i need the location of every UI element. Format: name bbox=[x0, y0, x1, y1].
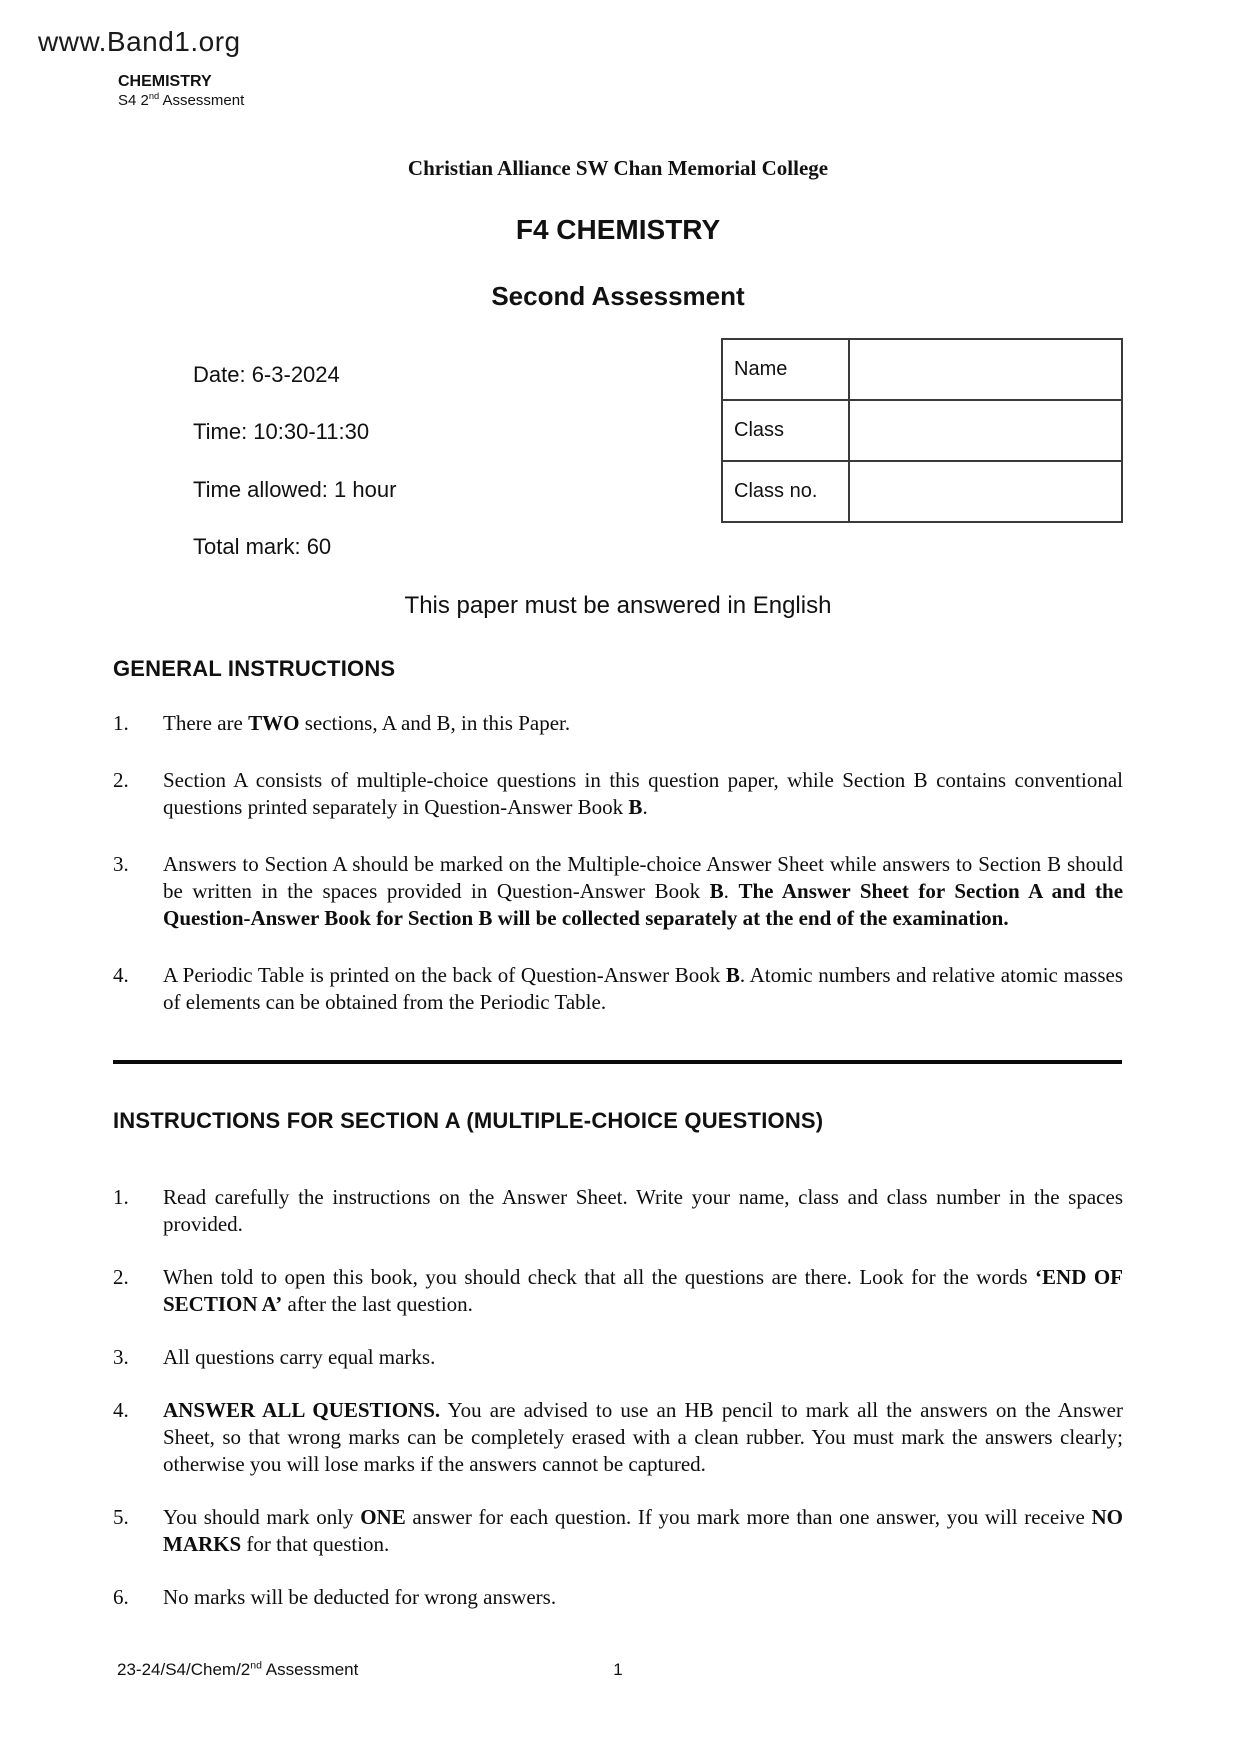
footer-page-number: 1 bbox=[613, 1660, 623, 1679]
school-name: Christian Alliance SW Chan Memorial College bbox=[407, 156, 829, 180]
item-text-run: No marks will be deducted for wrong answers. bbox=[163, 1585, 557, 1609]
section-a-instructions-list bbox=[113, 1184, 1123, 1611]
name-value-cell bbox=[849, 339, 1122, 400]
item-text-run: There are bbox=[163, 711, 249, 735]
list-item bbox=[113, 1344, 1123, 1371]
item-text bbox=[163, 710, 1123, 737]
list-item bbox=[113, 962, 1123, 1016]
table-row-class bbox=[722, 400, 1122, 461]
item-text bbox=[163, 767, 1123, 821]
item-text bbox=[163, 1264, 1123, 1318]
item-text-run: Read carefully the instructions on the Answer Sheet. Write your name, class and class number in the spaces provided. bbox=[163, 1185, 1123, 1236]
info-time-allowed: Time allowed: 1 hour bbox=[193, 477, 397, 502]
item-number: 1. bbox=[113, 1185, 129, 1209]
item-number: 3. bbox=[113, 1345, 129, 1369]
item-number: 2. bbox=[113, 1265, 129, 1289]
item-text-bold-run: B bbox=[725, 963, 740, 987]
item-text-bold-run: B bbox=[628, 795, 643, 819]
item-text-run: Answers to Section A should be marked on the Multiple-choice Answer Sheet while answers to Section B should be written in the spaces provided in Question-Answer Book bbox=[163, 852, 1123, 903]
item-text-run: . bbox=[642, 795, 648, 819]
item-text bbox=[163, 1184, 1123, 1238]
list-item bbox=[113, 1504, 1123, 1558]
class-value-cell bbox=[849, 400, 1122, 461]
language-note: This paper must be answered in English bbox=[404, 592, 832, 619]
student-info-table bbox=[721, 338, 1123, 523]
watermark-band1: www.Band1.org bbox=[38, 26, 241, 57]
name-label: Name bbox=[722, 339, 849, 400]
item-text-bold-run: ONE bbox=[360, 1505, 406, 1529]
exam-subtitle: Second Assessment bbox=[491, 281, 745, 311]
item-text-run: sections, A and B, in this Paper. bbox=[299, 711, 571, 735]
item-text-run: . bbox=[723, 879, 739, 903]
corner-grade: S4 2nd Assessment bbox=[118, 91, 245, 109]
exam-title: F4 CHEMISTRY bbox=[515, 214, 721, 245]
item-number: 1. bbox=[113, 711, 129, 735]
corner-header bbox=[118, 72, 244, 110]
item-number: 2. bbox=[113, 768, 129, 792]
list-item bbox=[113, 710, 1123, 737]
item-text-bold-run: TWO bbox=[248, 711, 300, 735]
item-text-run: A Periodic Table is printed on the back of Question-Answer Book bbox=[163, 963, 726, 987]
general-instructions-list bbox=[113, 710, 1123, 1016]
item-text-bold-run: The Answer Sheet for Section A and the Question-Answer Book for Section B will be collected separately at the end of the examination. bbox=[163, 879, 1124, 930]
list-item bbox=[113, 767, 1123, 821]
item-text-run: answer for each question. If you mark more than one answer, you will receive bbox=[405, 1505, 1092, 1529]
item-text-bold-run: ‘END OF SECTION A’ bbox=[163, 1265, 1123, 1316]
table-row-class-no bbox=[722, 461, 1122, 522]
corner-subject: CHEMISTRY bbox=[118, 73, 212, 90]
list-item bbox=[113, 1264, 1123, 1318]
footer-doc-code: 23-24/S4/Chem/2nd Assessment bbox=[117, 1659, 359, 1679]
item-number: 6. bbox=[113, 1585, 129, 1609]
corner-grade-ordinal: nd bbox=[148, 91, 160, 101]
list-item bbox=[113, 1184, 1123, 1238]
item-text-bold-run: ANSWER ALL QUESTIONS. bbox=[163, 1398, 441, 1422]
list-item bbox=[113, 1397, 1123, 1478]
item-text-run: You are advised to use an HB pencil to mark all the answers on the Answer Sheet, so that wrong marks can be completely erased with a clean rubber. You must mark the answers clearly; otherwise you will lose marks if the answers cannot be captured. bbox=[163, 1398, 1123, 1476]
item-number: 4. bbox=[113, 1398, 129, 1422]
class-label: Class bbox=[722, 400, 849, 461]
item-text-run: after the last question. bbox=[282, 1292, 473, 1316]
info-date: Date: 6-3-2024 bbox=[193, 362, 340, 387]
item-text bbox=[163, 962, 1123, 1016]
item-text-run: . Atomic numbers and relative atomic masses of elements can be obtained from the Periodic Table. bbox=[163, 963, 1124, 1014]
item-text bbox=[163, 1584, 1123, 1611]
section-divider-rule bbox=[113, 1060, 1122, 1064]
item-text-run: You should mark only bbox=[163, 1505, 361, 1529]
class-no-label: Class no. bbox=[722, 461, 849, 522]
item-text-bold-run: B bbox=[709, 879, 724, 903]
item-text-run: When told to open this book, you should check that all the questions are there. Look for the words bbox=[163, 1265, 1036, 1289]
section-a-heading: INSTRUCTIONS FOR SECTION A (MULTIPLE-CHOICE QUESTIONS) bbox=[113, 1108, 824, 1133]
item-number: 3. bbox=[113, 852, 129, 876]
class-no-value-cell bbox=[849, 461, 1122, 522]
item-text-run: All questions carry equal marks. bbox=[163, 1345, 436, 1369]
info-total-mark: Total mark: 60 bbox=[193, 534, 332, 559]
list-item bbox=[113, 1584, 1123, 1611]
general-instructions-heading: GENERAL INSTRUCTIONS bbox=[113, 656, 396, 681]
list-item bbox=[113, 851, 1123, 932]
item-text bbox=[163, 1344, 1123, 1371]
item-number: 5. bbox=[113, 1505, 129, 1529]
footer-code-ordinal: nd bbox=[250, 1659, 262, 1672]
item-text bbox=[163, 1397, 1123, 1478]
item-text-run: for that question. bbox=[241, 1532, 390, 1556]
item-text bbox=[163, 1504, 1123, 1558]
item-text bbox=[163, 851, 1123, 932]
item-text-run: Section A consists of multiple-choice questions in this question paper, while Section B contains conventional questions printed separately in Question-Answer Book bbox=[163, 768, 1123, 819]
item-text-bold-run: NO MARKS bbox=[163, 1505, 1123, 1556]
info-time: Time: 10:30-11:30 bbox=[193, 419, 370, 444]
table-row-name bbox=[722, 339, 1122, 400]
item-number: 4. bbox=[113, 963, 129, 987]
